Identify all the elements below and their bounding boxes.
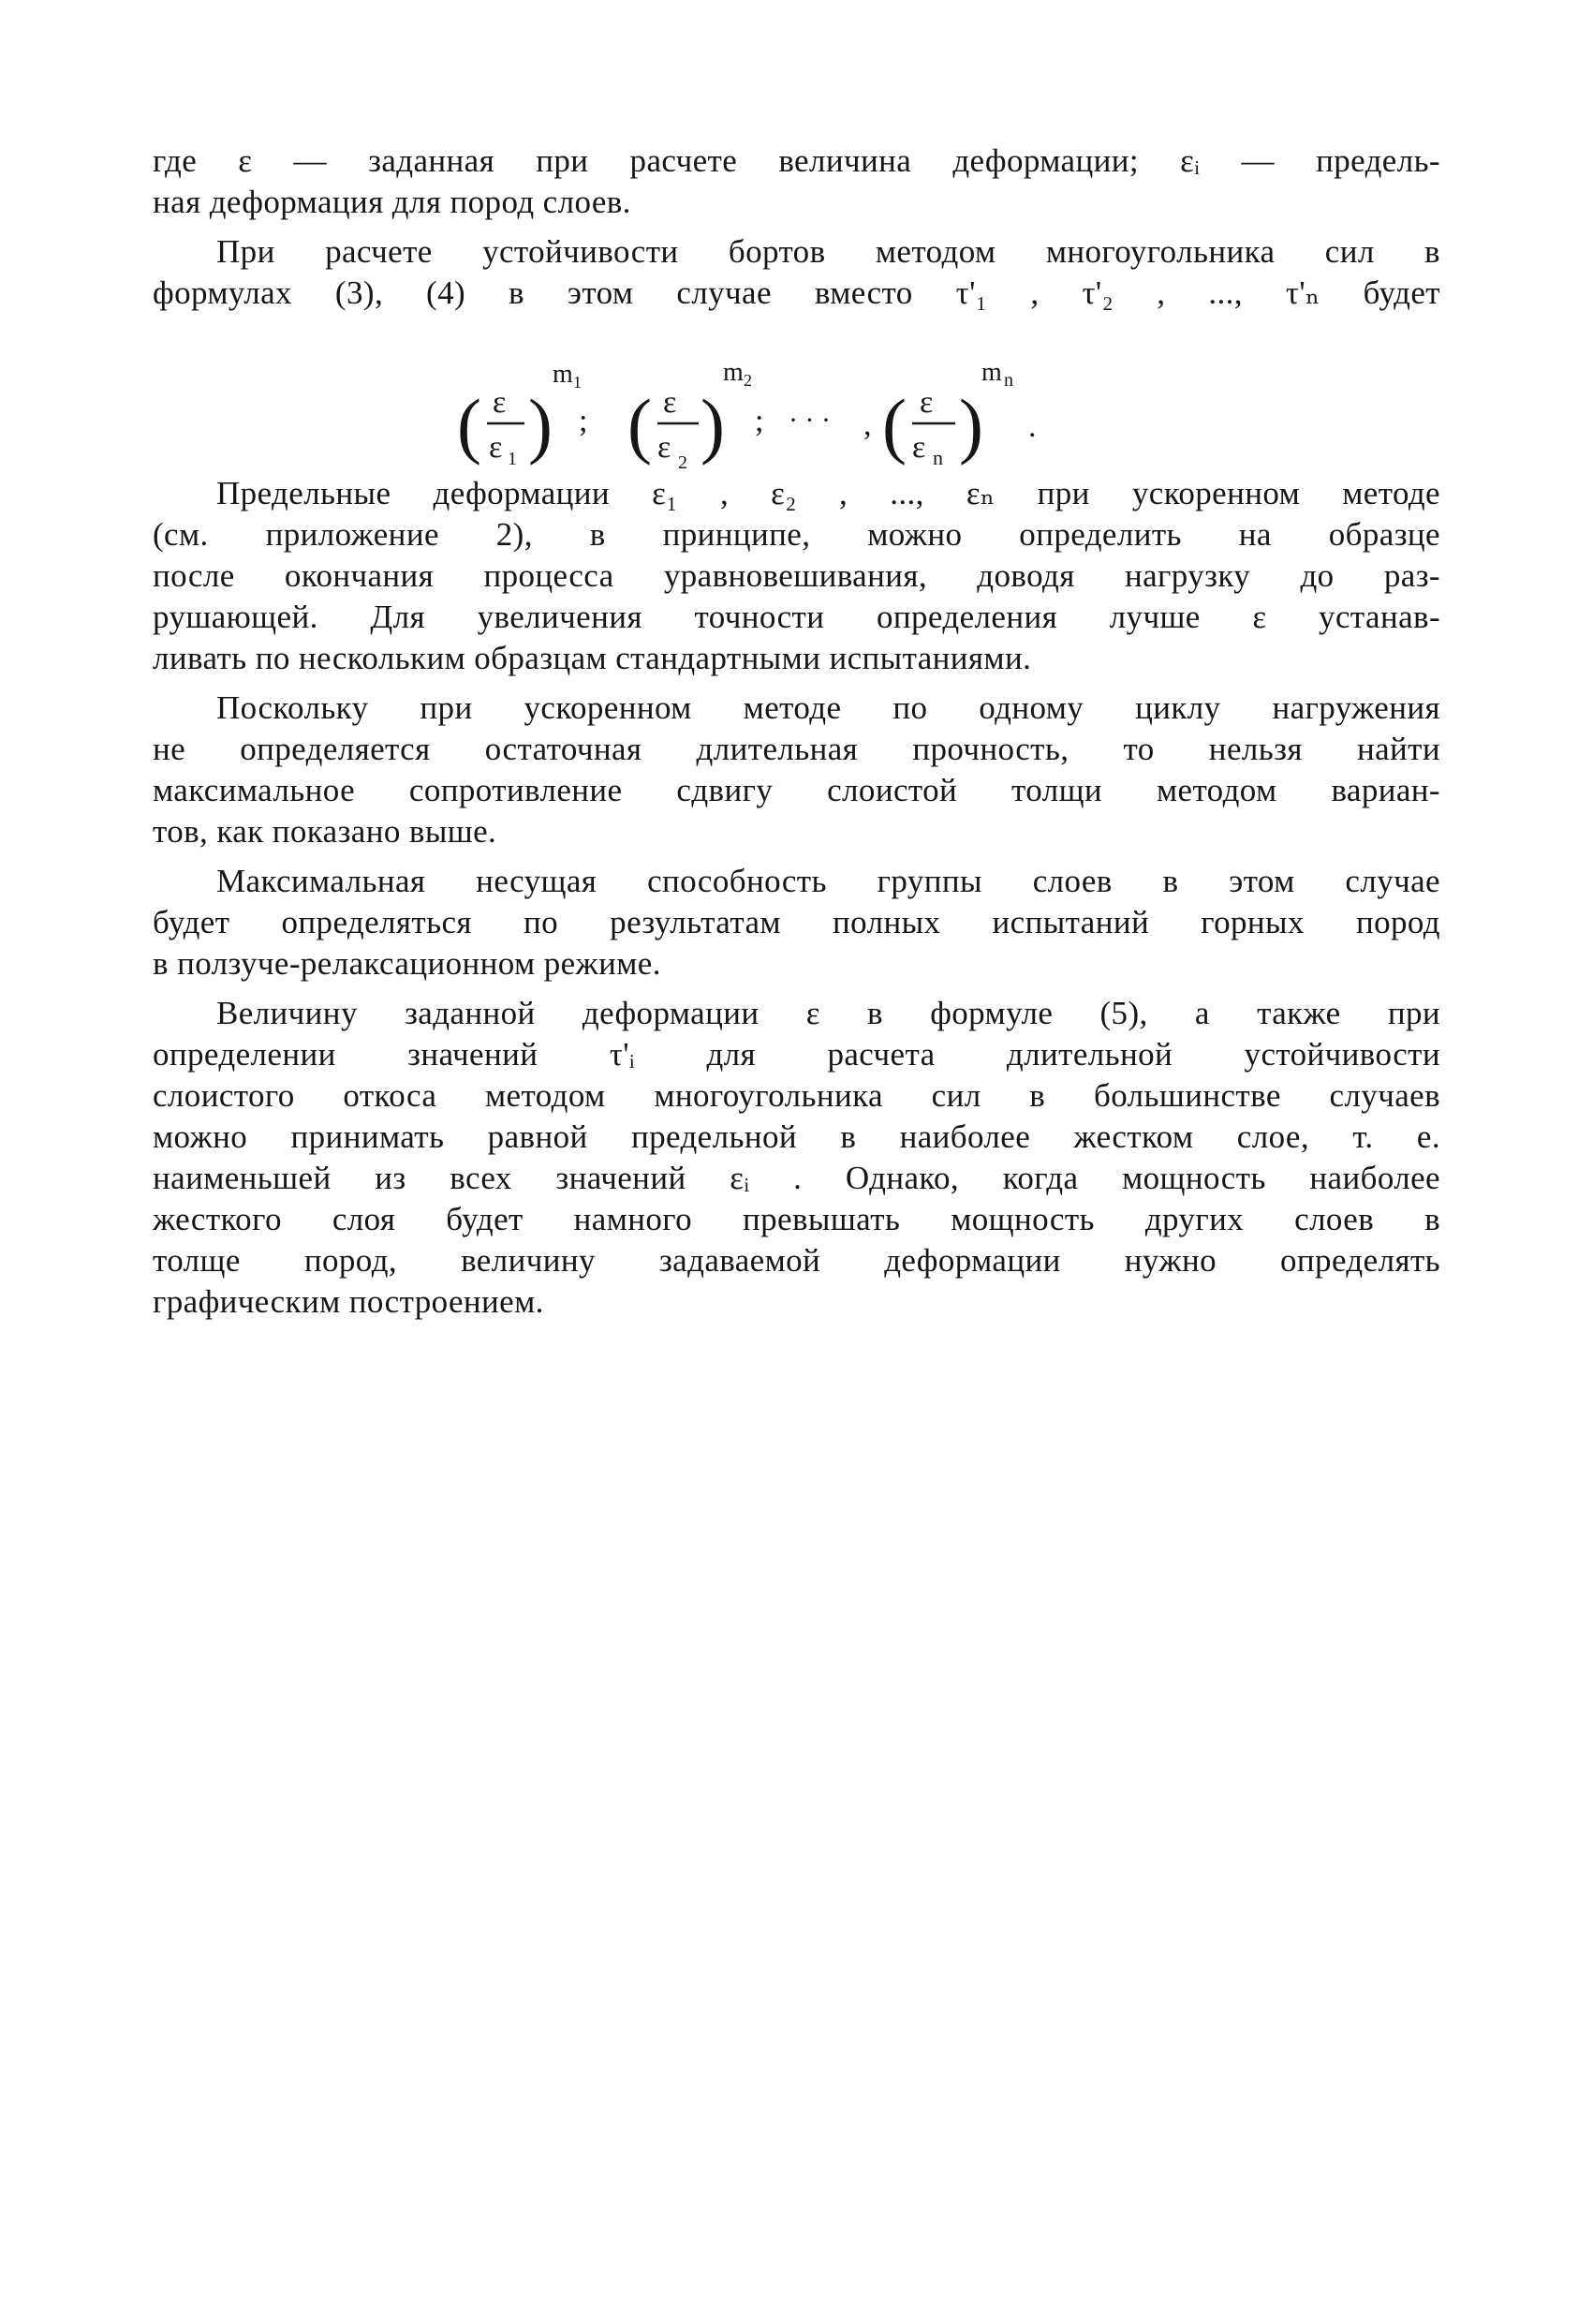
term-2-denominator: ε — [657, 430, 671, 465]
text-line: жесткого слоя будет намного превышать мощность других слоев в — [153, 1201, 1440, 1237]
term-separator: ; — [579, 404, 588, 438]
text-line: Поскольку при ускоренном методе по одному циклу нагружения — [216, 689, 1440, 726]
ellipsis: · · · — [789, 405, 831, 436]
display-formula — [450, 356, 1161, 487]
text-line: формулах (3), (4) в этом случае вместо τ'₁ , τ'₂ , ..., τ'ₙ будет — [153, 274, 1440, 311]
formula-term-1 — [457, 360, 587, 469]
formula-term-2 — [627, 358, 872, 473]
text-line: толще пород, величину задаваемой деформации нужно определять — [153, 1242, 1440, 1279]
text-line: графическим построением. — [153, 1283, 544, 1320]
text-line: При расчете устойчивости бортов методом многоугольника сил в — [216, 233, 1440, 270]
text-line: ливать по нескольким образцам стандартными испытаниями. — [153, 640, 1032, 676]
text-line: рушающей. Для увеличения точности определения лучше ε устанав- — [153, 599, 1440, 635]
term-2-exponent-sub: 2 — [744, 371, 752, 390]
term-3-numerator: ε — [920, 385, 934, 420]
term-1-denominator-sub: 1 — [508, 449, 517, 469]
text-line: наименьшей из всех значений εᵢ . Однако, когда мощность наиболее — [153, 1160, 1440, 1196]
term-3-denominator: ε — [912, 430, 926, 465]
text-line: определении значений τ'ᵢ для расчета длительной устойчивости — [153, 1036, 1440, 1073]
formula-term-3 — [882, 358, 1037, 469]
text-line: (см. приложение 2), в принципе, можно определить на образце — [153, 516, 1440, 553]
right-paren: ) — [528, 384, 553, 466]
term-2-exponent: m — [723, 358, 744, 387]
right-paren: ) — [701, 384, 725, 466]
term-3-exponent-sub: n — [1004, 370, 1013, 391]
text-line: Величину заданной деформации ε в формуле (5), а также при — [216, 995, 1440, 1031]
text-line: тов, как показано выше. — [153, 813, 497, 850]
right-paren: ) — [959, 384, 983, 466]
text-line: Предельные деформации ε₁ , ε₂ , ..., εₙ при ускоренном методе — [216, 475, 1440, 511]
body-text — [153, 141, 1440, 1323]
text-line: не определяется остаточная длительная прочность, то нельзя найти — [153, 731, 1440, 767]
left-paren: ( — [457, 384, 481, 466]
text-line: можно принимать равной предельной в наиболее жестком слое, т. е. — [153, 1118, 1440, 1155]
comma: , — [863, 407, 872, 442]
text-line: после окончания процесса уравновешивания, доводя нагрузку до раз- — [153, 557, 1440, 594]
left-paren: ( — [627, 384, 652, 466]
term-3-denominator-sub: n — [933, 446, 943, 469]
text-line: максимальное сопротивление сдвигу слоистой толщи методом вариан- — [153, 772, 1440, 808]
term-1-exponent: m — [553, 360, 573, 389]
term-2-denominator-sub: 2 — [678, 452, 687, 473]
left-paren: ( — [882, 384, 907, 466]
text-line: ная деформация для пород слоев. — [153, 184, 631, 220]
formula-end: . — [1028, 409, 1037, 444]
text-line: слоистого откоса методом многоугольника сил в большинстве случаев — [153, 1077, 1440, 1114]
text-line: Максимальная несущая способность группы слоев в этом случае — [216, 863, 1440, 899]
term-1-exponent-sub: 1 — [573, 373, 582, 392]
formula-svg — [450, 356, 1161, 487]
term-3-exponent: m — [981, 358, 1002, 387]
text-line: где ε — заданная при расчете величина деформации; εᵢ — предель- — [153, 142, 1440, 179]
term-1-denominator: ε — [489, 430, 503, 465]
term-separator: ; — [755, 404, 764, 438]
text-line: будет определяться по результатам полных испытаний горных пород — [153, 904, 1440, 940]
term-2-numerator: ε — [663, 385, 677, 420]
term-1-numerator: ε — [493, 385, 507, 420]
text-line: в ползуче-релаксационном режиме. — [153, 945, 661, 982]
